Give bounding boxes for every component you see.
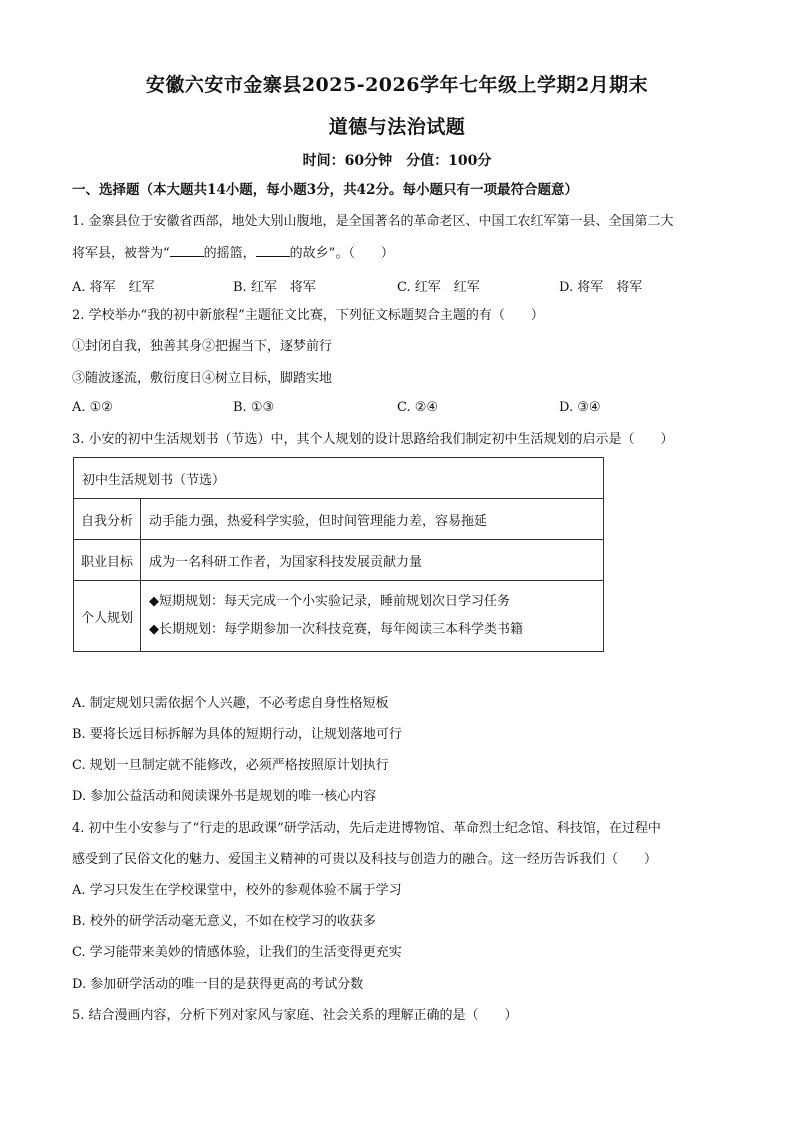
q1-option-c: C. 红军 红军	[397, 280, 480, 295]
q1-option-d: D. 将军 将军	[559, 280, 643, 295]
plan-row-value-career: 成为一名科研工作者，为国家科技发展贡献力量	[141, 540, 604, 581]
exam-title: 安徽六安市金寨县2025-2026学年七年级上学期2月期末	[145, 74, 649, 96]
q4-option-a: A. 学习只发生在学校课堂中，校外的参观体验不属于学习	[72, 883, 402, 898]
q3-stem: 3. 小安的初中生活规划书（节选）中，其个人规划的设计思路给我们制定初中生活规划的启示是（ ）	[72, 432, 674, 447]
q2-option-b: B. ①③	[233, 400, 275, 415]
q4-stem-line2: 感受到了民俗文化的魅力、爱国主义精神的可贵以及科技与创造力的融合。这一经历告诉我们（ ）	[72, 852, 658, 867]
q1-blank-1	[170, 244, 204, 257]
q3-option-b: B. 要将长远目标拆解为具体的短期行动，让规划落地可行	[72, 727, 402, 742]
q4-option-d: D. 参加研学活动的唯一目的是获得更高的考试分数	[72, 977, 364, 992]
q1-text-mid: 的摇篮，	[203, 246, 256, 261]
plan-short-term: ◆短期规划：每天完成一个小实验记录，睡前规划次日学习任务	[149, 594, 510, 609]
plan-row-key-self: 自我分析	[74, 499, 141, 540]
q2-option-c: C. ②④	[397, 400, 439, 415]
q1-text-post: 的故乡”。（ ）	[289, 246, 394, 261]
q1-stem-line2	[72, 244, 732, 263]
section-heading: 一、选择题（本大题共14小题，每小题3分，共42分。每小题只有一项最符合题意）	[72, 182, 578, 198]
q1-option-b: B. 红军 将军	[233, 280, 316, 295]
q4-option-c: C. 学习能带来美妙的情感体验，让我们的生活变得更充实	[72, 945, 402, 960]
plan-long-term: ◆长期规划：每学期参加一次科技竞赛，每年阅读三本科学类书籍	[149, 622, 523, 637]
q2-stem: 2. 学校举办“我的初中新旅程”主题征文比赛，下列征文标题契合主题的有（ ）	[72, 308, 544, 323]
plan-row-key-career: 职业目标	[74, 540, 141, 581]
q2-options	[72, 400, 732, 418]
plan-table	[73, 457, 604, 652]
q1-option-a: A. 将军 红军	[72, 280, 155, 295]
plan-row-key-personal: 个人规划	[74, 581, 141, 652]
q3-option-c: C. 规划一旦制定就不能修改，必须严格按照原计划执行	[72, 758, 389, 773]
q2-items-1: ①封闭自我，独善其身②把握当下，逐梦前行	[72, 339, 333, 354]
exam-info: 时间：60分钟 分值：100分	[302, 153, 492, 169]
q3-option-a: A. 制定规划只需依据个人兴趣，不必考虑自身性格短板	[72, 696, 389, 711]
q1-blank-2	[256, 244, 290, 257]
q1-stem-line1: 1. 金寨县位于安徽省西部，地处大别山腹地，是全国著名的革命老区、中国工农红军第一县、全国第二大	[72, 214, 674, 229]
q4-stem-line1: 4. 初中生小安参与了“行走的思政课”研学活动，先后走进博物馆、革命烈士纪念馆、科技馆，在过程中	[72, 821, 661, 836]
q2-option-a: A. ①②	[72, 400, 113, 415]
q1-text-pre: 将军县，被誉为“	[72, 246, 170, 261]
plan-row-value-personal	[141, 581, 604, 652]
q2-items-2: ③随波逐流，敷衍度日④树立目标，脚踏实地	[72, 371, 333, 386]
plan-row-value-self: 动手能力强，热爱科学实验，但时间管理能力差，容易拖延	[141, 499, 604, 540]
plan-table-header: 初中生活规划书（节选）	[74, 458, 604, 499]
q4-option-b: B. 校外的研学活动毫无意义，不如在校学习的收获多	[72, 914, 376, 929]
q2-option-d: D. ③④	[559, 400, 601, 415]
exam-subject: 道德与法治试题	[328, 116, 466, 138]
q5-stem: 5. 结合漫画内容，分析下列对家风与家庭、社会关系的理解正确的是（ ）	[72, 1008, 518, 1023]
q1-options	[72, 276, 732, 294]
q3-option-d: D. 参加公益活动和阅读课外书是规划的唯一核心内容	[72, 789, 377, 804]
